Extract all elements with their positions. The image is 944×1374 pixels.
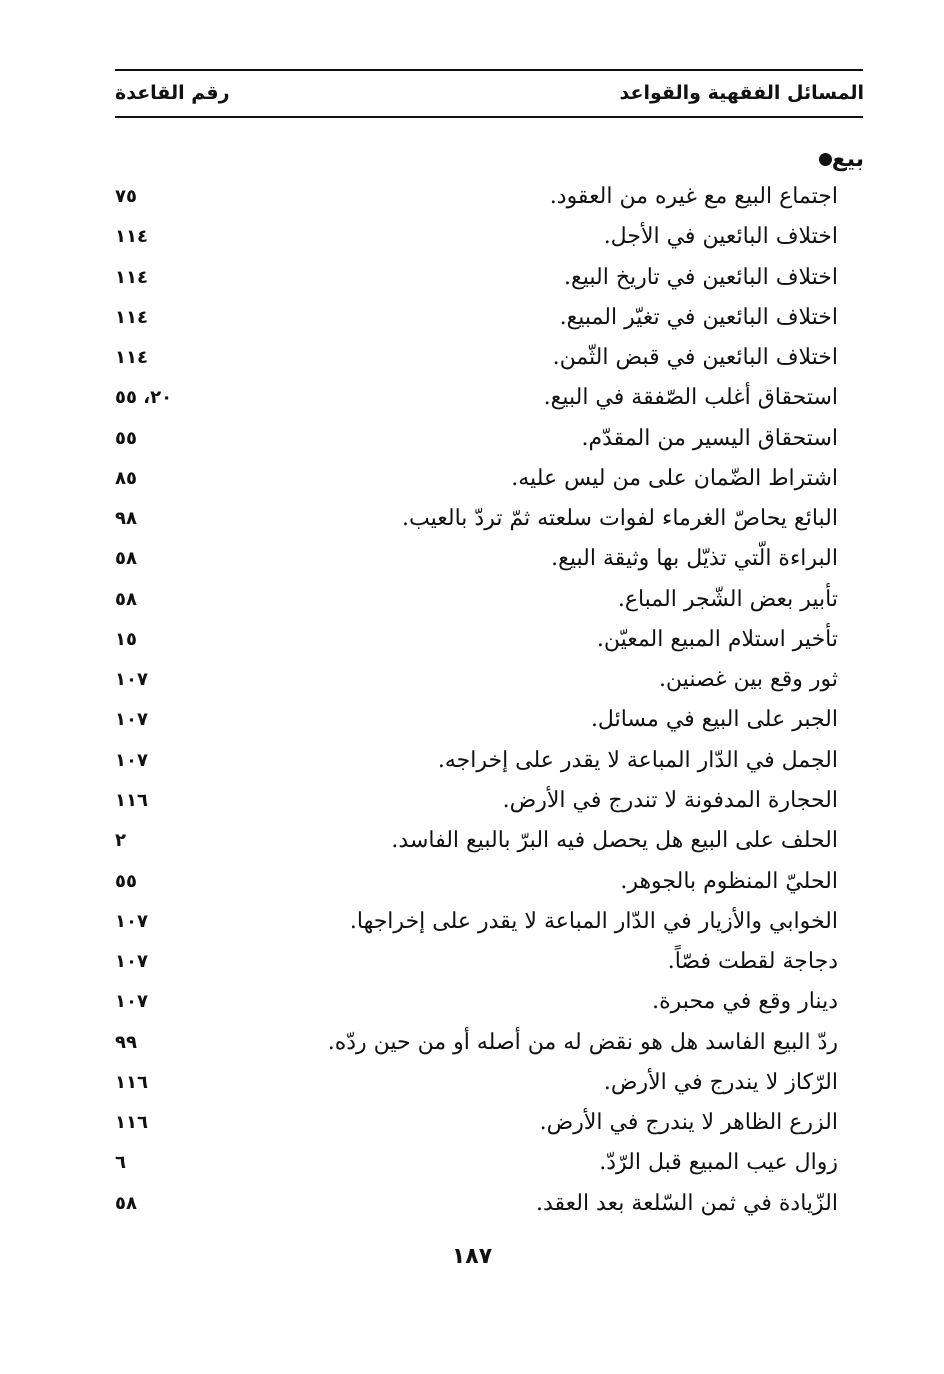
entry-text: ثور وقع بين غصنين. (658, 667, 838, 693)
entry-rule-number: ٧٥ (115, 186, 137, 207)
index-entry-row (115, 299, 844, 337)
entry-rule-number: ١١٤ (115, 306, 148, 328)
entry-text: الحجارة المدفونة لا تندرج في الأرض. (502, 787, 838, 813)
index-entry-row (115, 500, 844, 538)
entry-rule-number: ١١٤ (115, 347, 148, 369)
index-entry-row (115, 540, 844, 578)
index-entries-list (115, 178, 844, 1223)
index-entry-row (115, 218, 844, 256)
entry-text: دجاجة لقطت فصّاً. (667, 949, 838, 975)
entry-text: اشتراط الضّمان على من ليس عليه. (511, 465, 838, 491)
entry-rule-number: ٢ (115, 830, 126, 852)
entry-text: تأخير استلام المبيع المعيّن. (596, 626, 838, 652)
entry-text: ردّ البيع الفاسد هل هو نقض له من أصله أو من حين ردّه. (327, 1029, 838, 1055)
entry-rule-number: ١٠٧ (115, 991, 148, 1013)
index-entry-row (115, 339, 844, 377)
entry-rule-number: ٩٨ (115, 508, 137, 530)
entry-text: البائع يحاصّ الغرماء لفوات سلعته ثمّ تردّ بالعيب. (402, 506, 838, 532)
entry-rule-number: ٩٩ (115, 1031, 137, 1053)
index-entry-row (115, 1144, 844, 1182)
entry-text: الزّيادة في ثمن السّلعة بعد العقد. (535, 1190, 838, 1216)
entry-text: اجتماع البيع مع غيره من العقود. (549, 184, 838, 209)
index-entry-row (115, 661, 844, 699)
entry-rule-number: ١٥ (115, 628, 137, 650)
index-entry-row (115, 1024, 844, 1062)
index-entry-row (115, 1064, 844, 1102)
entry-text: الخوابي والأزيار في الدّار المباعة لا يقدر على إخراجها. (349, 908, 838, 934)
entry-rule-number: ٥٨ (115, 548, 137, 570)
entry-text: استحقاق اليسير من المقدّم. (581, 425, 838, 451)
index-entry-row (115, 420, 844, 458)
index-entry-row (115, 903, 844, 941)
entry-text: البراءة الّتي تذيّل بها وثيقة البيع. (551, 546, 838, 572)
index-entry-row (115, 621, 844, 659)
entry-text: تأبير بعض الشّجر المباع. (617, 586, 838, 612)
index-entry-row (115, 742, 844, 780)
entry-rule-number: ١٠٧ (115, 951, 148, 973)
entry-text: اختلاف البائعين في قبض الثّمن. (552, 345, 838, 371)
index-entry-row (115, 460, 844, 498)
index-entry-row (115, 983, 844, 1021)
entry-rule-number: ١١٦ (115, 789, 148, 811)
entry-rule-number: ٦ (115, 1152, 126, 1174)
entry-text: الزرع الظاهر لا يندرج في الأرض. (539, 1110, 838, 1136)
entry-rule-number: ١١٤ (115, 266, 148, 288)
entry-text: الحليّ المنظوم بالجوهر. (620, 868, 838, 894)
entry-rule-number: ١١٦ (115, 1112, 148, 1134)
section-heading (809, 140, 864, 178)
index-entry-row (115, 701, 844, 739)
entry-rule-number: ٥٨ (115, 588, 137, 610)
page-number: ١٨٧ (451, 1244, 493, 1269)
index-entry-row (115, 178, 844, 216)
column-header-label: رقم القاعدة (115, 82, 230, 104)
entry-rule-number: ١٠٧ (115, 910, 148, 932)
entry-text: الرّكاز لا يندرج في الأرض. (603, 1069, 838, 1095)
entry-text: الجمل في الدّار المباعة لا يقدر على إخراجه. (437, 747, 838, 773)
index-entry-row (115, 822, 844, 860)
index-entry-row (115, 1104, 844, 1142)
entry-rule-number: ١١٦ (115, 1071, 148, 1093)
index-entry-row (115, 782, 844, 820)
index-entry-row (115, 581, 844, 619)
entry-rule-number: ١٠٧ (115, 669, 148, 691)
entry-text: اختلاف البائعين في الأجل. (603, 224, 838, 250)
section-title: بيع (831, 146, 864, 172)
entry-rule-number: ١٠٧ (115, 709, 148, 731)
entry-text: زوال عيب المبيع قبل الرّدّ. (599, 1150, 838, 1176)
entry-rule-number: ٥٨ (115, 1192, 137, 1214)
entry-text: اختلاف البائعين في تاريخ البيع. (564, 264, 838, 290)
entry-text: دينار وقع في محبرة. (652, 989, 838, 1015)
entry-text: استحقاق أغلب الصّفقة في البيع. (543, 385, 838, 411)
entry-text: الجبر على البيع في مسائل. (590, 707, 838, 733)
index-entry-row (115, 379, 844, 417)
index-entry-row (115, 943, 844, 981)
index-entry-row (115, 259, 844, 297)
header-bottom-rule (115, 116, 863, 118)
entry-rule-number: ٨٥ (115, 467, 137, 489)
index-entry-row (115, 1185, 844, 1223)
header-top-rule (115, 69, 863, 71)
running-header-title: المسائل الفقهية والقواعد (619, 82, 864, 104)
entry-text: الحلف على البيع هل يحصل فيه البرّ بالبيع الفاسد. (391, 828, 838, 854)
entry-rule-number: ٥٥ (115, 870, 137, 892)
entry-text: اختلاف البائعين في تغيّر المبيع. (559, 304, 838, 330)
entry-rule-number: ١١٤ (115, 226, 148, 248)
index-entry-row (115, 863, 844, 901)
entry-rule-number: ١٠٧ (115, 749, 148, 771)
entry-rule-number: ٢٠، ٥٥ (115, 387, 173, 409)
entry-rule-number: ٥٥ (115, 427, 137, 449)
bullet-icon (819, 153, 832, 166)
